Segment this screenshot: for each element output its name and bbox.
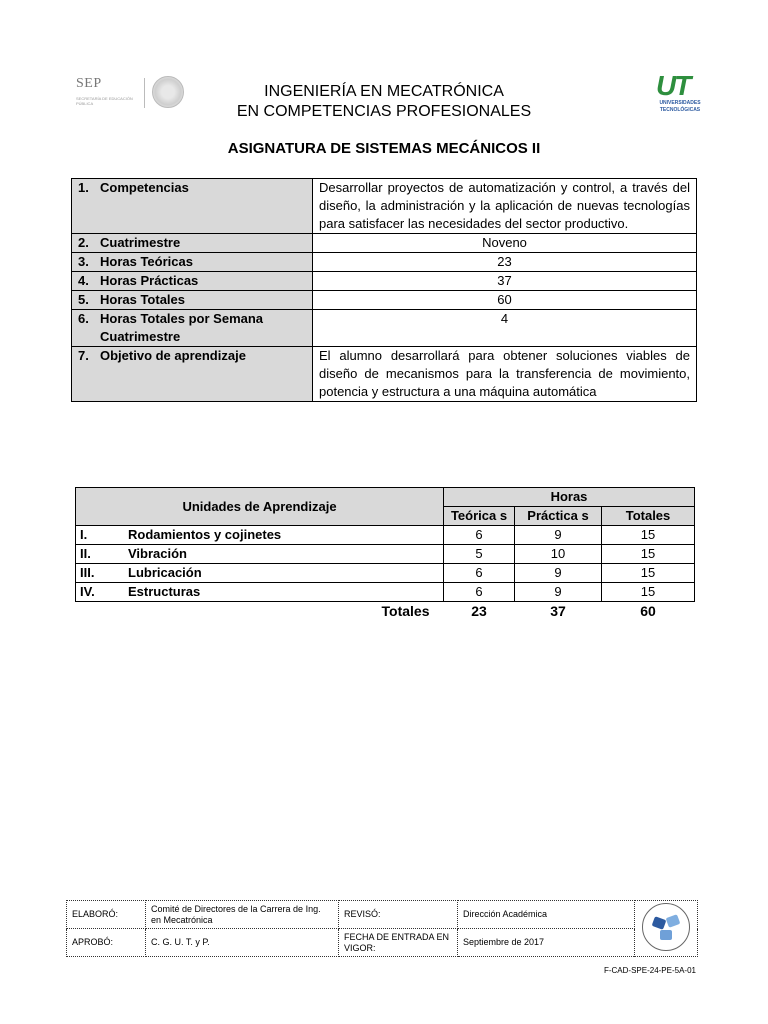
elaboro-value: Comité de Directores de la Carrera de Ing. en Mecatrónica <box>146 901 339 929</box>
table-row <box>76 564 695 583</box>
institution-seal-icon <box>642 903 690 951</box>
unit-practicas: 10 <box>515 545 602 564</box>
row-label: Objetivo de aprendizaje <box>100 348 246 363</box>
row-number: 7. <box>78 348 89 363</box>
elaboro-label: ELABORÓ: <box>67 901 146 929</box>
table-row <box>72 272 697 291</box>
unit-number: I. <box>76 526 125 545</box>
table-row <box>72 179 697 234</box>
unit-number: II. <box>76 545 125 564</box>
table-row <box>76 526 695 545</box>
table-header-row <box>76 488 695 507</box>
unit-name: Vibración <box>124 545 444 564</box>
row-number: 4. <box>78 273 89 288</box>
horas-totales-label <box>72 291 313 310</box>
ut-logo-sub2: TECNOLÓGICAS <box>659 107 701 113</box>
ut-logo-sub1: UNIVERSIDADES <box>659 100 701 106</box>
hours-header: Horas <box>444 488 695 507</box>
horas-teoricas-value: 23 <box>313 253 697 272</box>
table-row <box>72 253 697 272</box>
objetivo-value: El alumno desarrollará para obtener soluciones viables de diseño de mecanismos para la transferencia de movimiento, potencia y estructura a una máquina automática <box>313 347 697 402</box>
sep-logo-subtext: SECRETARÍA DE EDUCACIÓN PÚBLICA <box>76 96 133 106</box>
competencias-label <box>72 179 313 234</box>
unit-practicas: 9 <box>515 526 602 545</box>
unit-teoricas: 5 <box>444 545 515 564</box>
totals-teoricas: 23 <box>471 603 487 619</box>
aprobo-label: APROBÓ: <box>67 929 146 957</box>
row-label: Horas Teóricas <box>100 254 193 269</box>
table-row <box>72 310 697 347</box>
cuatrimestre-label <box>72 234 313 253</box>
seal-mark-icon <box>666 914 681 928</box>
fecha-label: FECHA DE ENTRADA EN VIGOR: <box>339 929 458 957</box>
row-label: Competencias <box>100 180 189 195</box>
table-row <box>76 583 695 602</box>
unit-totales: 15 <box>602 564 695 583</box>
row-number: 5. <box>78 292 89 307</box>
subject-title: ASIGNATURA DE SISTEMAS MECÁNICOS II <box>227 140 541 157</box>
unit-teoricas: 6 <box>444 526 515 545</box>
totals-row <box>76 602 695 621</box>
table-row <box>72 234 697 253</box>
learning-units-table <box>75 487 695 620</box>
ut-logo-mark: UT <box>656 70 690 101</box>
unit-practicas: 9 <box>515 583 602 602</box>
footer-logo <box>635 901 698 957</box>
subject-info-table <box>71 178 697 402</box>
table-row <box>72 347 697 402</box>
reviso-value: Dirección Académica <box>458 901 635 929</box>
unit-number: IV. <box>76 583 125 602</box>
unit-practicas: 9 <box>515 564 602 583</box>
unit-totales: 15 <box>602 583 695 602</box>
totals-totales: 60 <box>640 603 656 619</box>
unit-teoricas: 6 <box>444 564 515 583</box>
horas-teoricas-label <box>72 253 313 272</box>
reviso-label: REVISÓ: <box>339 901 458 929</box>
competencias-value: Desarrollar proyectos de automatización y control, a través del diseño, la administración y la aplicación de nuevas tecnologías para satisfacer las necesidades del sector productivo. <box>313 179 697 234</box>
teoricas-header: Teórica s <box>444 507 515 526</box>
row-label-continued: Cuatrimestre <box>100 329 181 344</box>
row-label: Horas Totales <box>100 292 186 307</box>
seal-mark-icon <box>652 916 667 930</box>
cuatrimestre-value: Noveno <box>313 234 697 253</box>
row-number: 1. <box>78 180 89 195</box>
ut-logo <box>652 70 708 118</box>
row-label: Cuatrimestre <box>100 235 181 250</box>
approval-footer-table <box>66 900 698 957</box>
horas-practicas-value: 37 <box>313 272 697 291</box>
unit-name: Rodamientos y cojinetes <box>124 526 444 545</box>
career-title-line2: EN COMPETENCIAS PROFESIONALES <box>236 103 532 120</box>
objetivo-label <box>72 347 313 402</box>
horas-practicas-label <box>72 272 313 291</box>
table-row <box>76 545 695 564</box>
units-header: Unidades de Aprendizaje <box>76 488 444 526</box>
horas-totales-value: 60 <box>313 291 697 310</box>
horas-semana-value: 4 <box>313 310 697 347</box>
row-label: Horas Totales por Semana <box>100 311 264 326</box>
form-code: F-CAD-SPE-24-PE-5A-01 <box>603 966 696 975</box>
totales-header: Totales <box>602 507 695 526</box>
unit-teoricas: 6 <box>444 583 515 602</box>
horas-semana-label <box>72 310 313 347</box>
unit-totales: 15 <box>602 545 695 564</box>
totals-practicas: 37 <box>550 603 566 619</box>
row-label: Horas Prácticas <box>100 273 199 288</box>
unit-name: Lubricación <box>124 564 444 583</box>
row-number: 6. <box>78 311 89 326</box>
totals-label: Totales <box>381 603 430 619</box>
career-title-line1: INGENIERÍA EN MECATRÓNICA <box>264 83 504 100</box>
table-row <box>72 291 697 310</box>
row-number: 3. <box>78 254 89 269</box>
table-row <box>67 901 698 929</box>
aprobo-value: C. G. U. T. y P. <box>146 929 339 957</box>
unit-name: Estructuras <box>124 583 444 602</box>
practicas-header: Práctica s <box>515 507 602 526</box>
row-number: 2. <box>78 235 89 250</box>
unit-totales: 15 <box>602 526 695 545</box>
unit-number: III. <box>76 564 125 583</box>
table-row <box>67 929 698 957</box>
sep-logo-text: SEP <box>76 76 102 91</box>
seal-mark-icon <box>660 930 672 940</box>
fecha-value: Septiembre de 2017 <box>458 929 635 957</box>
